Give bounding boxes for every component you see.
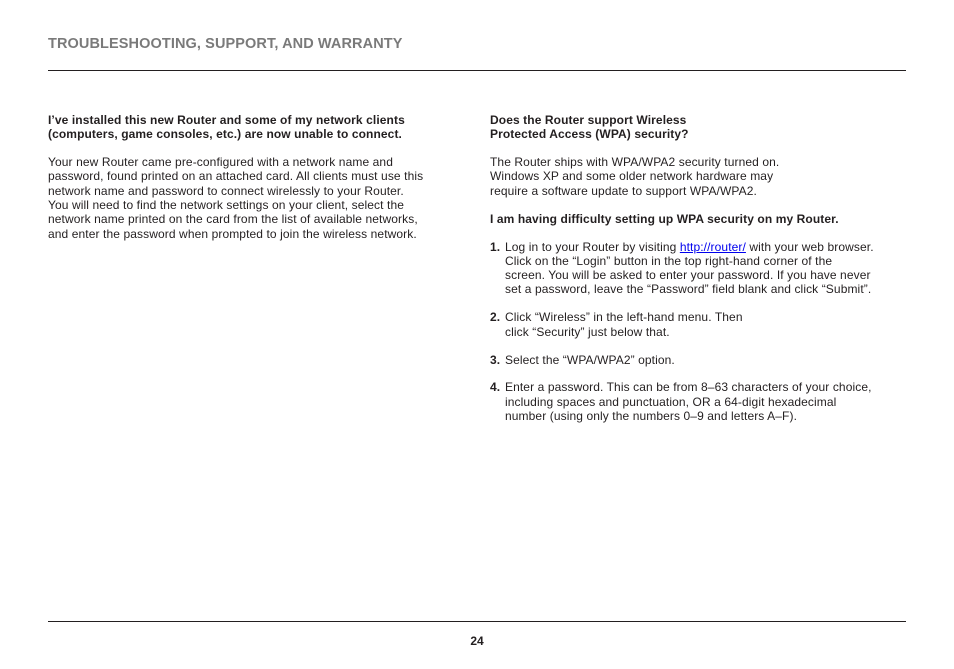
step-line: Click “Wireless” in the left-hand menu. Then [505,310,743,325]
step-number: 2. [490,310,501,325]
answer-line: network name printed on the card from the list of available networks, [48,212,418,227]
answer-line: The Router ships with WPA/WPA2 security turned on. [490,155,780,170]
right-column [490,113,910,423]
page-number: 24 [470,634,484,648]
left-column [48,113,468,241]
step-number: 3. [490,352,501,367]
faq-question-wpa [490,113,910,142]
answer-line: Your new Router came pre-configured with a network name and [48,155,393,170]
faq-question-connect [48,113,468,142]
footer-divider [48,621,906,622]
step-line: screen. You will be asked to enter your password. If you have never [505,268,871,283]
answer-line: password, found printed on an attached card. All clients must use this [48,169,424,184]
faq-answer-connect [48,155,468,241]
step-line: including spaces and punctuation, OR a 64-digit hexadecimal [505,394,837,409]
step-line: click “Security” just below that. [505,324,670,339]
question-line: (computers, game consoles, etc.) are now unable to connect. [48,127,402,142]
page-header-title: TROUBLESHOOTING, SUPPORT, AND WARRANTY [48,36,403,52]
step-line: number (using only the numbers 0–9 and letters A–F). [505,409,798,424]
step-line: Click on the “Login” button in the top right-hand corner of the [505,253,833,268]
header-divider [48,70,906,71]
question-line: Protected Access (WPA) security? [490,127,689,142]
answer-line: You will need to find the network settings on your client, select the [48,198,404,213]
answer-line: and enter the password when prompted to join the wireless network. [48,226,417,241]
step-2 [490,310,910,339]
step-line: Enter a password. This can be from 8–63 characters of your choice, [505,380,872,395]
step-1 [490,240,910,297]
answer-line: network name and password to connect wirelessly to your Router. [48,183,404,198]
faq-answer-wpa [490,155,910,198]
step-text: Log in to your Router by visiting [505,239,680,254]
step-line: set a password, leave the “Password” field blank and click “Submit”. [505,282,872,297]
step-number: 1. [490,239,501,254]
step-3 [490,353,910,367]
step-number: 4. [490,380,501,395]
answer-line: require a software update to support WPA/WPA2. [490,183,757,198]
question-line: I’ve installed this new Router and some of my network clients [48,113,405,127]
step-4 [490,380,910,423]
question-line: Does the Router support Wireless [490,113,687,127]
step-line: Select the “WPA/WPA2” option. [505,352,675,367]
step-line [505,240,910,254]
answer-line: Windows XP and some older network hardware may [490,169,774,184]
step-text: with your web browser. [745,239,874,254]
wpa-setup-subheading: I am having difficulty setting up WPA security on my Router. [490,211,839,226]
router-login-link[interactable]: http://router/ [679,239,746,254]
